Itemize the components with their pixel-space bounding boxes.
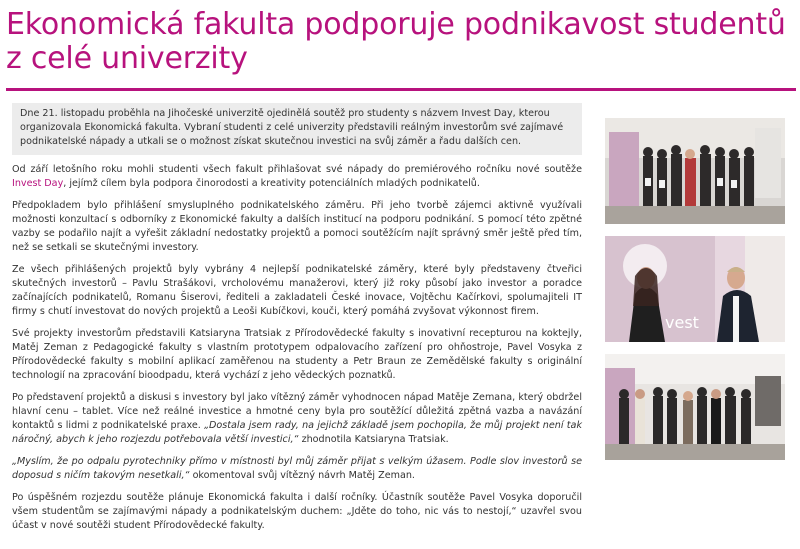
article-body [12,103,582,541]
gallery-photo-1[interactable] [605,118,785,224]
paragraph-3: Ze všech přihlášených projektů byly vybrány 4 nejlepší podnikatelské záměry, které byly představeny čtveřici skutečných investorů – Pavlu Strašákovi, vrcholovému manažerovi, který již roky působí jako investor a poradce začínajících podnikatelů, Romanu Šiserovi, řediteli a zakladateli České inovace, Vojtěchu Kačírkovi, spolumajiteli IT firmy s chutí investovat do nových projektů a Leoši Kubíčkovi, kouči, který pomáhá zvyšovat výkonnost firem. [12,264,582,317]
paragraph-1-text-end: , jejímž cílem byla podpora činorodosti a kreativity potenciálních mladých podnikatelů. [63,178,480,189]
paragraph-5-text: Po představení projektů a diskusi s investory byl jako vítězný záměr vyhodnocen nápad Matěje Zemana, který obdržel hlavní cenu – tablet. Více než reálné investice a hmotné ceny byla pro soutěžící důležitá zpětná vazba a navázání kontaktů s lidmi z podnikatelské praxe. [12,392,582,431]
paragraph-6-quote: „Myslím, že po odpalu pyrotechniky přímo v místnosti byl můj záměr přijat s velkým úžasem. Podle slov investorů se doposud s ničím takovým nesetkali,“ [12,456,582,481]
paragraph-5-quote: „Dostala jsem rady, na jejichž základě jsem pochopila, že můj projekt není tak náročný, abych k jeho rozjezdu potřebovala větší investici,“ [12,420,582,445]
paragraph-1 [12,163,582,191]
paragraph-5-text-end: zhodnotila Katsiaryna Tratsiak. [298,434,449,445]
title-divider [6,88,796,91]
svg-text:vest: vest [665,313,699,332]
paragraph-6 [12,455,582,483]
invest-day-link[interactable]: Invest Day [12,178,64,189]
paragraph-1-text: Od září letošního roku mohli studenti všech fakult přihlašovat své nápady do premiérového ročníku nové soutěže [12,164,582,175]
paragraph-5 [12,391,582,447]
paragraph-4: Své projekty investorům představili Katsiaryna Tratsiak z Přírodovědecké fakulty s inovativní recepturou na koktejly, Matěj Zeman z Pedagogické fakulty s vlastním prototypem odpalovacího zařízení pro ohňostroje, Pavel Vosyka z Přírodovědecké fakulty s mobilní aplikací zaměřenou na studenty a Petr Braun ze Zemědělské fakulty s originální technologií na zpracování bioodpadu, která vychází z jeho vědeckých poznatků. [12,328,582,381]
paragraph-6-text-end: okomentoval svůj vítězný návrh Matěj Zeman. [189,470,415,481]
article-title: Ekonomická fakulta podporuje podnikavost studentů z celé univerzity [6,7,786,76]
photo-gallery [605,118,785,472]
gallery-photo-3[interactable] [605,354,785,460]
paragraph-2: Předpokladem bylo přihlášení smysluplného podnikatelského záměru. Při jeho tvorbě zájemci aktivně využívali možnosti konzultací s odborníky z Ekonomické fakulty a dalších institucí na podporu podnikání. S pomocí této zpětné vazby se podařilo najít a vyřešit základní nedostatky projektů a pomoci soutěžícím najít správný směr ještě před tím, než se setkali se skutečnými investory. [12,200,582,253]
gallery-photo-2[interactable] [605,236,785,342]
article-perex: Dne 21. listopadu proběhla na Jihočeské univerzitě ojedinělá soutěž pro studenty s názvem Invest Day, kterou organizovala Ekonomická fakulta. Vybraní studenti z celé univerzity představili reálným investorům své zajímavé podnikatelské nápady a utkali se o možnost získat skutečnou investici na svůj záměr a řadu dalších cen. [12,103,582,155]
paragraph-7: Po úspěšném rozjezdu soutěže plánuje Ekonomická fakulta i další ročníky. Účastník soutěže Pavel Vosyka doporučil všem studentům se zajímavými nápady a podnikatelským duchem: „Jděte do toho, nic vás to nestojí,“ uzavřel svou účast v nové soutěži student Přírodovědecké fakulty. [12,492,582,531]
